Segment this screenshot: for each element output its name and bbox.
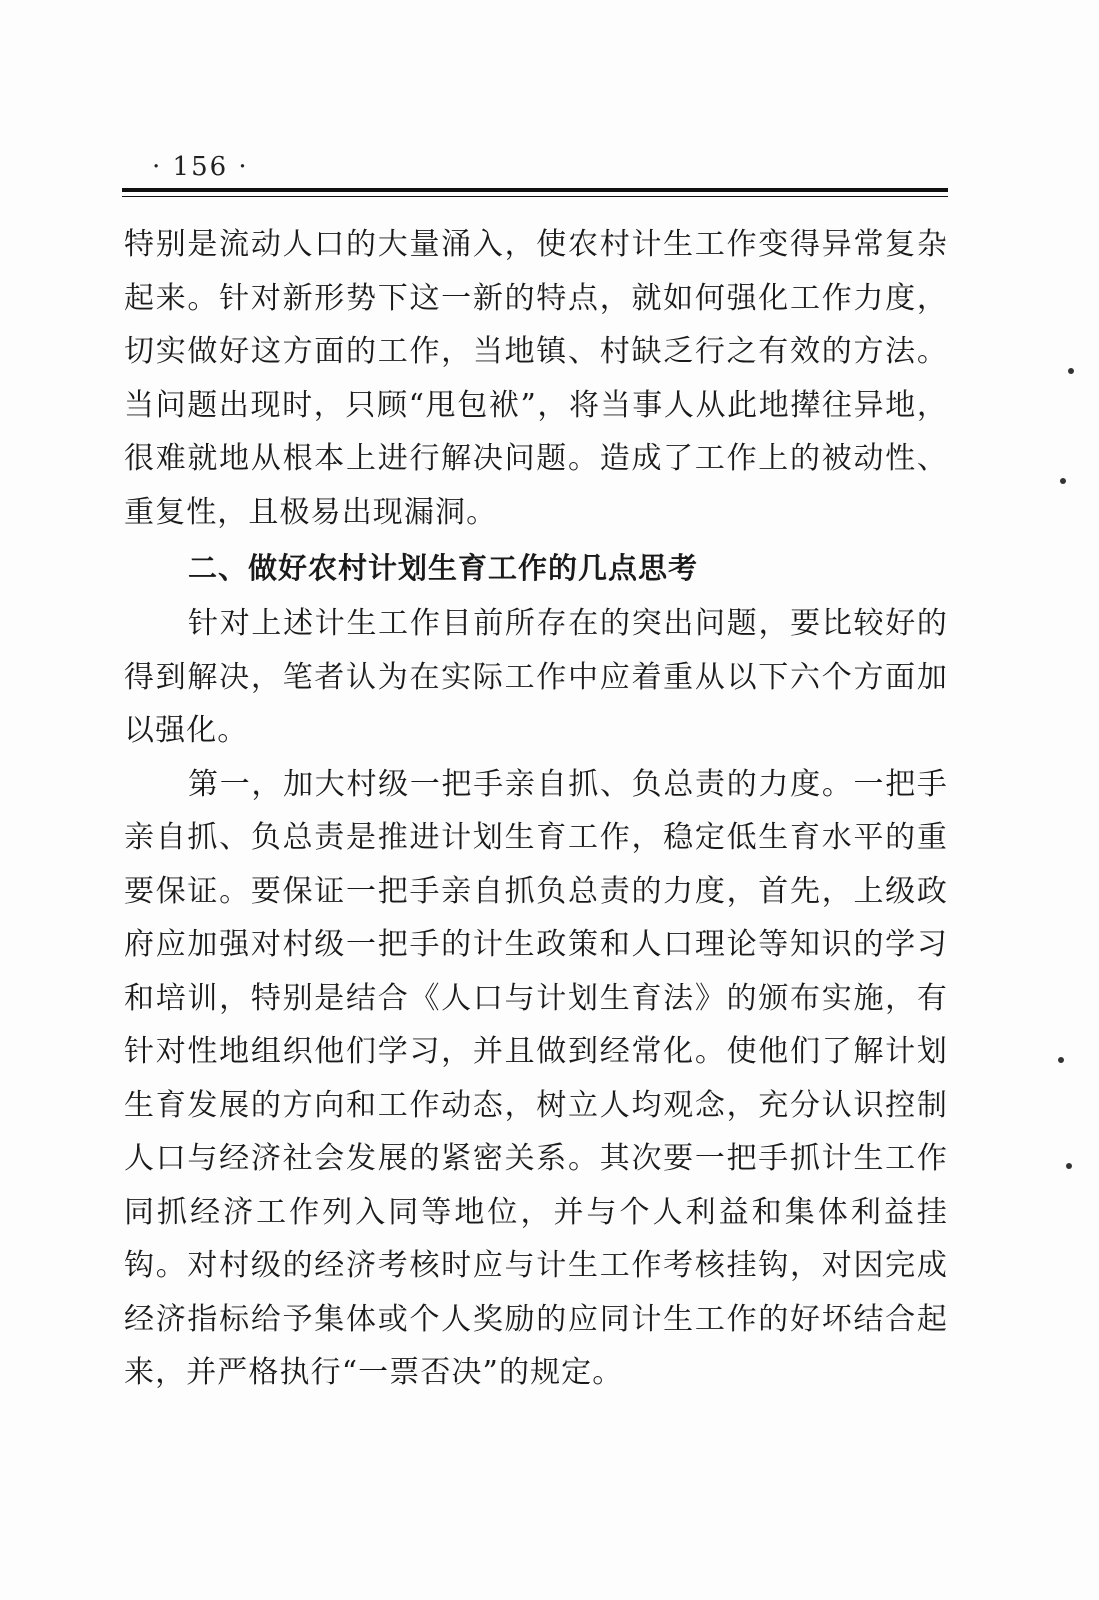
paragraph-intro: 针对上述计生工作目前所存在的突出问题，要比较好的得到解决，笔者认为在实际工作中应着重从以下六个方面加以强化。 xyxy=(124,606,948,748)
page-number: · 156 · xyxy=(152,152,249,182)
scan-speck xyxy=(1060,478,1066,484)
paragraph-continued: 特别是流动人口的大量涌入，使农村计生工作变得异常复杂起来。针对新形势下这一新的特点，就如何强化工作力度，切实做好这方面的工作，当地镇、村缺乏行之有效的方法。当问题出现时，只顾“甩包袱”，将当事人从此地撵往异地，很难就地从根本上进行解决问题。造成了工作上的被动性、重复性，且极易出现漏洞。 xyxy=(124,227,948,530)
page-body xyxy=(124,218,948,1400)
scan-speck xyxy=(1068,368,1074,374)
scan-speck xyxy=(1066,1163,1072,1169)
paragraph-first-point: 第一，加大村级一把手亲自抓、负总责的力度。一把手亲自抓、负总责是推进计划生育工作，稳定低生育水平的重要保证。要保证一把手亲自抓负总责的力度，首先，上级政府应加强对村级一把手的计生政策和人口理论等知识的学习和培训，特别是结合《人口与计划生育法》的颁布实施，有针对性地组织他们学习，并且做到经常化。使他们了解计划生育发展的方向和工作动态，树立人均观念，充分认识控制人口与经济社会发展的紧密关系。其次要一把手抓计生工作同抓经济工作列入同等地位，并与个人利益和集体利益挂钩。对村级的经济考核时应与计生工作考核挂钩，对因完成经济指标给予集体或个人奖励的应同计生工作的好坏结合起来，并严格执行“一票否决”的规定。 xyxy=(124,766,948,1390)
header-rule xyxy=(122,188,948,192)
section-heading: 二、做好农村计划生育工作的几点思考 xyxy=(188,551,699,585)
scan-speck xyxy=(1058,1057,1064,1063)
header-rule-thin xyxy=(122,196,948,197)
